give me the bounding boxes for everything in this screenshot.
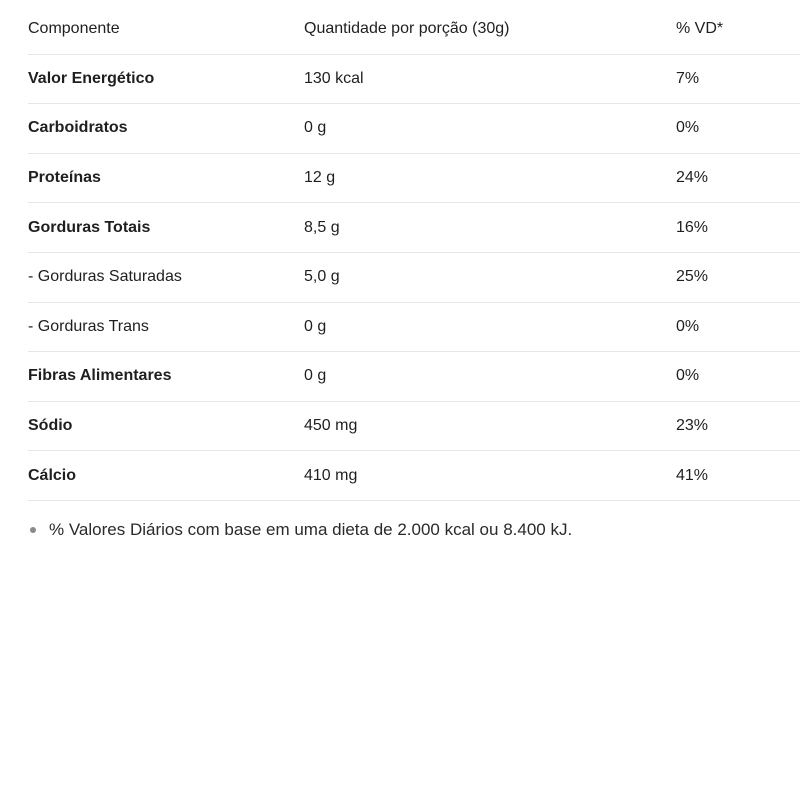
- table-row: [28, 104, 800, 154]
- component-amount: 0 g: [304, 302, 676, 352]
- table-row: [28, 302, 800, 352]
- component-name: Gorduras Totais: [28, 203, 304, 253]
- component-amount: 0 g: [304, 104, 676, 154]
- component-daily-value: 16%: [676, 203, 800, 253]
- component-name: Fibras Alimentares: [28, 352, 304, 402]
- table-row: [28, 252, 800, 302]
- component-daily-value: 25%: [676, 252, 800, 302]
- component-name: Carboidratos: [28, 104, 304, 154]
- table-row: [28, 401, 800, 451]
- bullet-icon: [30, 527, 36, 533]
- component-daily-value: 7%: [676, 54, 800, 104]
- component-amount: 410 mg: [304, 451, 676, 501]
- header-quantity: Quantidade por porção (30g): [304, 5, 676, 54]
- component-daily-value: 24%: [676, 153, 800, 203]
- footnote-list: [28, 520, 572, 540]
- table-row: [28, 203, 800, 253]
- component-daily-value: 41%: [676, 451, 800, 501]
- component-amount: 0 g: [304, 352, 676, 402]
- component-name: Proteínas: [28, 153, 304, 203]
- component-amount: 130 kcal: [304, 54, 676, 104]
- component-name: Sódio: [28, 401, 304, 451]
- component-name: Cálcio: [28, 451, 304, 501]
- table-row: [28, 451, 800, 501]
- component-daily-value: 0%: [676, 302, 800, 352]
- nutrition-table: [28, 5, 800, 501]
- component-name: - Gorduras Saturadas: [28, 252, 304, 302]
- component-amount: 450 mg: [304, 401, 676, 451]
- component-amount: 12 g: [304, 153, 676, 203]
- footnote-text: % Valores Diários com base em uma dieta de 2.000 kcal ou 8.400 kJ.: [49, 520, 573, 539]
- component-daily-value: 23%: [676, 401, 800, 451]
- table-row: [28, 153, 800, 203]
- table-row: [28, 352, 800, 402]
- table-header: [28, 5, 800, 54]
- component-amount: 5,0 g: [304, 252, 676, 302]
- component-amount: 8,5 g: [304, 203, 676, 253]
- footnote-item: [28, 520, 572, 540]
- table-body: [28, 54, 800, 500]
- table-row: [28, 54, 800, 104]
- component-daily-value: 0%: [676, 104, 800, 154]
- component-daily-value: 0%: [676, 352, 800, 402]
- header-daily-value: % VD*: [676, 5, 800, 54]
- header-row: [28, 5, 800, 54]
- header-component: Componente: [28, 5, 304, 54]
- component-name: - Gorduras Trans: [28, 302, 304, 352]
- component-name: Valor Energético: [28, 54, 304, 104]
